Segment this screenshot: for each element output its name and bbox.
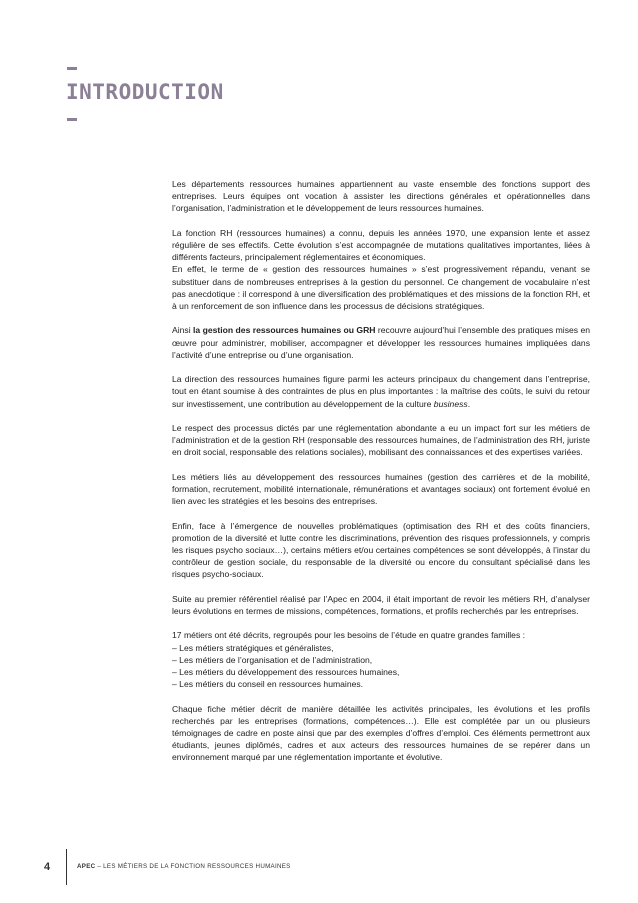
page-title: INTRODUCTION <box>66 80 224 104</box>
families-block <box>172 629 590 690</box>
paragraph-2a: La fonction RH (ressources humaines) a connu, depuis les années 1970, une expansion lente et assez régulière de ses effectifs. Cette évolution s’est accompagnée de mutations qualitatives importantes, liées à différents facteurs, principalement réglementaires et économiques. <box>172 227 590 263</box>
paragraph-7: Enfin, face à l’émergence de nouvelles problématiques (optimisation des RH et des coûts financiers, promotion de la diversité et lutte contre les discriminations, prévention des risques professionnels, y compris les risques psycho sociaux…), certains métiers et/ou certaines compétences se sont développés, à l’instar du contrôleur de gestion sociale, du responsable de la diversité ou encore du consultant spécialisé dans les risques psycho-sociaux. <box>172 520 590 580</box>
footer-title: – LES MÉTIERS DE LA FONCTION RESSOURCES HUMAINES <box>95 863 291 870</box>
families-intro: 17 métiers ont été décrits, regroupés pour les besoins de l’étude en quatre grandes familles : <box>172 630 526 641</box>
paragraph-4-pre: La direction des ressources humaines figure parmi les acteurs principaux du changement dans l’entreprise, tout en étant soumise à des contraintes de plus en plus importantes : la maîtrise des coûts, le suivi du retour sur investissement, une contribution au développement de la culture <box>172 374 590 409</box>
paragraph-3-pre: Ainsi <box>172 325 194 336</box>
footer-divider <box>66 849 67 885</box>
paragraph-2 <box>172 227 590 312</box>
paragraph-8: Suite au premier référentiel réalisé par l’Apec en 2004, il était important de revoir les métiers RH, d’analyser leurs évolutions en termes de missions, compétences, formations, et profils recherchés par les entreprises. <box>172 593 590 616</box>
grh-definition: la gestion des ressources humaines ou GRH <box>193 325 376 336</box>
heading-dash-top <box>67 67 77 70</box>
family-item: – Les métiers du conseil en ressources humaines. <box>172 679 364 690</box>
paragraph-2b: En effet, le terme de « gestion des ressources humaines » s’est progressivement répandu, venant se substituer dans de nombreuses entreprises à la gestion du personnel. Ce changement de vocabulaire n’est pas anecdotique : il correspond à une diversification des problématiques et des missions de la fonction RH, et à un renforcement de son influence dans les processus de décisions stratégiques. <box>172 264 590 312</box>
family-item: – Les métiers stratégiques et généralistes, <box>172 642 334 653</box>
family-item: – Les métiers du développement des ressources humaines, <box>172 667 400 677</box>
paragraph-3-post: recouvre aujourd’hui l’ensemble des pratiques mises en œuvre pour administrer, mobiliser, accompagner et développer les ressources humaines impliquées dans l’activité d’une entreprise ou d’une organisation. <box>172 325 591 360</box>
footer-running-title <box>77 862 291 872</box>
paragraph-10: Chaque fiche métier décrit de manière détaillée les activités principales, les évolutions et les profils recherchés par les entreprises (formations, compétences…). Elle est complétée par un ou plusieurs témoignages de cadre en poste ainsi que par des exemples d’offres d’emploi. Ces éléments permettront aux étudiants, jeunes diplômés, cadres et aux acteurs des ressources humaines de se repérer dans un environnement marqué par une réglementation importante et évolutive. <box>172 703 590 763</box>
page-number: 4 <box>44 861 51 873</box>
business-term: business <box>433 398 468 409</box>
body-text <box>172 178 590 776</box>
paragraph-1: Les départements ressources humaines appartiennent au vaste ensemble des fonctions support des entreprises. Leurs équipes ont vocation à assister les directions générales et opérationnelles dans l’organisation, l’administration et le développement de leurs ressources humaines. <box>172 179 590 214</box>
paragraph-6: Les métiers liés au développement des ressources humaines (gestion des carrières et de la mobilité, formation, recrutement, mobilité internationale, rémunérations et avantages sociaux) ont fortement évolué en lien avec les stratégies et les besoins des entreprises. <box>172 471 590 507</box>
paragraph-4-post: . <box>467 398 471 409</box>
heading-dash-bottom <box>67 118 77 121</box>
paragraph-3 <box>172 324 590 361</box>
paragraph-4 <box>172 373 590 410</box>
paragraph-5: Le respect des processus dictés par une réglementation abondante a eu un impact fort sur les métiers de l’administration et de la gestion RH (responsable des ressources humaines, de l’administration des RH, juriste en droit social, responsable des relations sociales), mobilisant des connaissances et des expertises variées. <box>172 423 590 458</box>
footer-brand: APEC <box>77 863 96 870</box>
family-item: – Les métiers de l’organisation et de l’administration, <box>172 654 373 665</box>
